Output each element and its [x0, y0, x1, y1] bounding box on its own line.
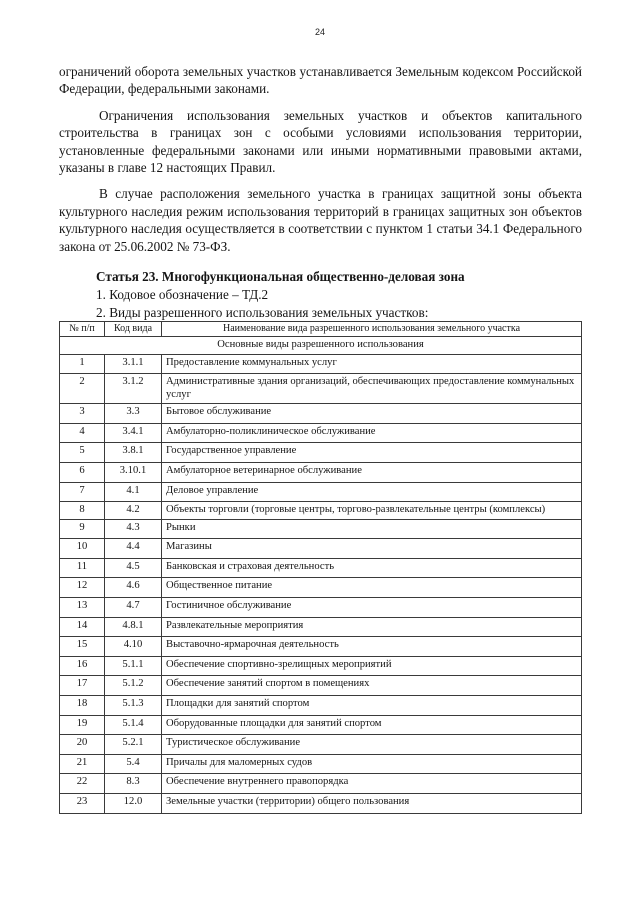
row-use-name: Амбулаторное ветеринарное обслуживание	[162, 463, 582, 483]
table-row	[60, 578, 582, 598]
row-code: 5.1.3	[105, 695, 162, 715]
row-code: 3.3	[105, 404, 162, 424]
row-use-name: Обеспечение спортивно-зрелищных мероприятий	[162, 656, 582, 676]
row-number: 22	[60, 774, 105, 794]
table-row	[60, 715, 582, 735]
row-use-name: Банковская и страховая деятельность	[162, 558, 582, 578]
body-text	[59, 63, 582, 264]
paragraph: Ограничения использования земельных участков и объектов капитального строительства в границах зон с особыми условиями использования территории, установленные федеральными законами или иными нормативными правовыми актами, указаны в главе 12 настоящих Правил.	[59, 107, 582, 176]
column-header-name: Наименование вида разрешенного использования земельного участка	[162, 322, 582, 337]
table-row	[60, 597, 582, 617]
row-use-name: Предоставление коммунальных услуг	[162, 354, 582, 374]
row-use-name: Оборудованные площадки для занятий спортом	[162, 715, 582, 735]
row-number: 19	[60, 715, 105, 735]
row-code: 4.5	[105, 558, 162, 578]
row-code: 5.1.1	[105, 656, 162, 676]
table-row	[60, 754, 582, 774]
row-code: 5.4	[105, 754, 162, 774]
group-title: Основные виды разрешенного использования	[60, 337, 582, 354]
row-number: 2	[60, 374, 105, 404]
table-row	[60, 502, 582, 519]
row-use-name: Общественное питание	[162, 578, 582, 598]
row-use-name: Объекты торговли (торговые центры, торгово-развлекательные центры (комплексы)	[162, 502, 582, 519]
row-use-name: Развлекательные мероприятия	[162, 617, 582, 637]
table-row	[60, 443, 582, 463]
row-code: 3.4.1	[105, 423, 162, 443]
row-number: 16	[60, 656, 105, 676]
row-code: 3.1.2	[105, 374, 162, 404]
row-use-name: Обеспечение занятий спортом в помещениях	[162, 676, 582, 696]
row-use-name: Обеспечение внутреннего правопорядка	[162, 774, 582, 794]
row-use-name: Земельные участки (территории) общего пользования	[162, 793, 582, 813]
row-number: 20	[60, 735, 105, 755]
row-number: 5	[60, 443, 105, 463]
row-use-name: Бытовое обслуживание	[162, 404, 582, 424]
row-code: 12.0	[105, 793, 162, 813]
row-code: 4.1	[105, 482, 162, 502]
table-row	[60, 519, 582, 539]
row-code: 4.8.1	[105, 617, 162, 637]
row-code: 4.10	[105, 637, 162, 657]
row-number: 4	[60, 423, 105, 443]
row-use-name: Выставочно-ярмарочная деятельность	[162, 637, 582, 657]
column-header-number: № п/п	[60, 322, 105, 337]
row-use-name: Деловое управление	[162, 482, 582, 502]
row-code: 4.4	[105, 539, 162, 559]
row-number: 1	[60, 354, 105, 374]
table-row	[60, 558, 582, 578]
row-number: 18	[60, 695, 105, 715]
table-row	[60, 482, 582, 502]
row-number: 8	[60, 502, 105, 519]
row-number: 21	[60, 754, 105, 774]
row-number: 7	[60, 482, 105, 502]
row-number: 14	[60, 617, 105, 637]
table-row	[60, 735, 582, 755]
row-number: 12	[60, 578, 105, 598]
table-row	[60, 374, 582, 404]
table-row	[60, 774, 582, 794]
table-row	[60, 539, 582, 559]
column-header-code: Код вида	[105, 322, 162, 337]
row-number: 3	[60, 404, 105, 424]
row-code: 4.6	[105, 578, 162, 598]
row-use-name: Амбулаторно-поликлиническое обслуживание	[162, 423, 582, 443]
row-use-name: Государственное управление	[162, 443, 582, 463]
table-row	[60, 354, 582, 374]
row-code: 4.7	[105, 597, 162, 617]
table-row	[60, 793, 582, 813]
row-number: 10	[60, 539, 105, 559]
row-code: 8.3	[105, 774, 162, 794]
table-row	[60, 463, 582, 483]
code-designation: 1. Кодовое обозначение – ТД.2	[96, 287, 269, 302]
row-code: 3.10.1	[105, 463, 162, 483]
table-row	[60, 617, 582, 637]
row-use-name: Рынки	[162, 519, 582, 539]
table-row	[60, 637, 582, 657]
table-row	[60, 423, 582, 443]
row-use-name: Административные здания организаций, обеспечивающих предоставление коммунальных услуг	[162, 374, 582, 404]
permitted-uses-table	[59, 321, 582, 814]
row-use-name: Площадки для занятий спортом	[162, 695, 582, 715]
row-code: 5.1.4	[105, 715, 162, 735]
row-use-name: Туристическое обслуживание	[162, 735, 582, 755]
row-number: 6	[60, 463, 105, 483]
table-group-row	[60, 337, 582, 354]
permitted-uses-heading: 2. Виды разрешенного использования земельных участков:	[96, 305, 429, 320]
row-number: 9	[60, 519, 105, 539]
row-number: 11	[60, 558, 105, 578]
row-number: 15	[60, 637, 105, 657]
row-use-name: Магазины	[162, 539, 582, 559]
row-code: 3.1.1	[105, 354, 162, 374]
table-row	[60, 676, 582, 696]
table-header-row	[60, 322, 582, 337]
row-use-name: Причалы для маломерных судов	[162, 754, 582, 774]
row-code: 3.8.1	[105, 443, 162, 463]
paragraph: В случае расположения земельного участка в границах защитной зоны объекта культурного наследия режим использования территорий в границах защитных зон объектов культурного наследия осуществляется в соответствии с пунктом 1 статьи 34.1 Федерального закона от 25.06.2002 № 73-ФЗ.	[59, 186, 582, 254]
table-row	[60, 656, 582, 676]
page-number: 24	[314, 27, 325, 37]
table-row	[60, 695, 582, 715]
table-row	[60, 404, 582, 424]
row-use-name: Гостиничное обслуживание	[162, 597, 582, 617]
article-section	[96, 268, 582, 322]
row-number: 17	[60, 676, 105, 696]
row-code: 4.2	[105, 502, 162, 519]
row-number: 23	[60, 793, 105, 813]
row-code: 4.3	[105, 519, 162, 539]
article-title: Статья 23. Многофункциональная общественно-деловая зона	[96, 269, 465, 284]
paragraph: ограничений оборота земельных участков устанавливается Земельным кодексом Российской Федерации, федеральными законами.	[59, 64, 582, 97]
row-code: 5.1.2	[105, 676, 162, 696]
row-number: 13	[60, 597, 105, 617]
row-code: 5.2.1	[105, 735, 162, 755]
